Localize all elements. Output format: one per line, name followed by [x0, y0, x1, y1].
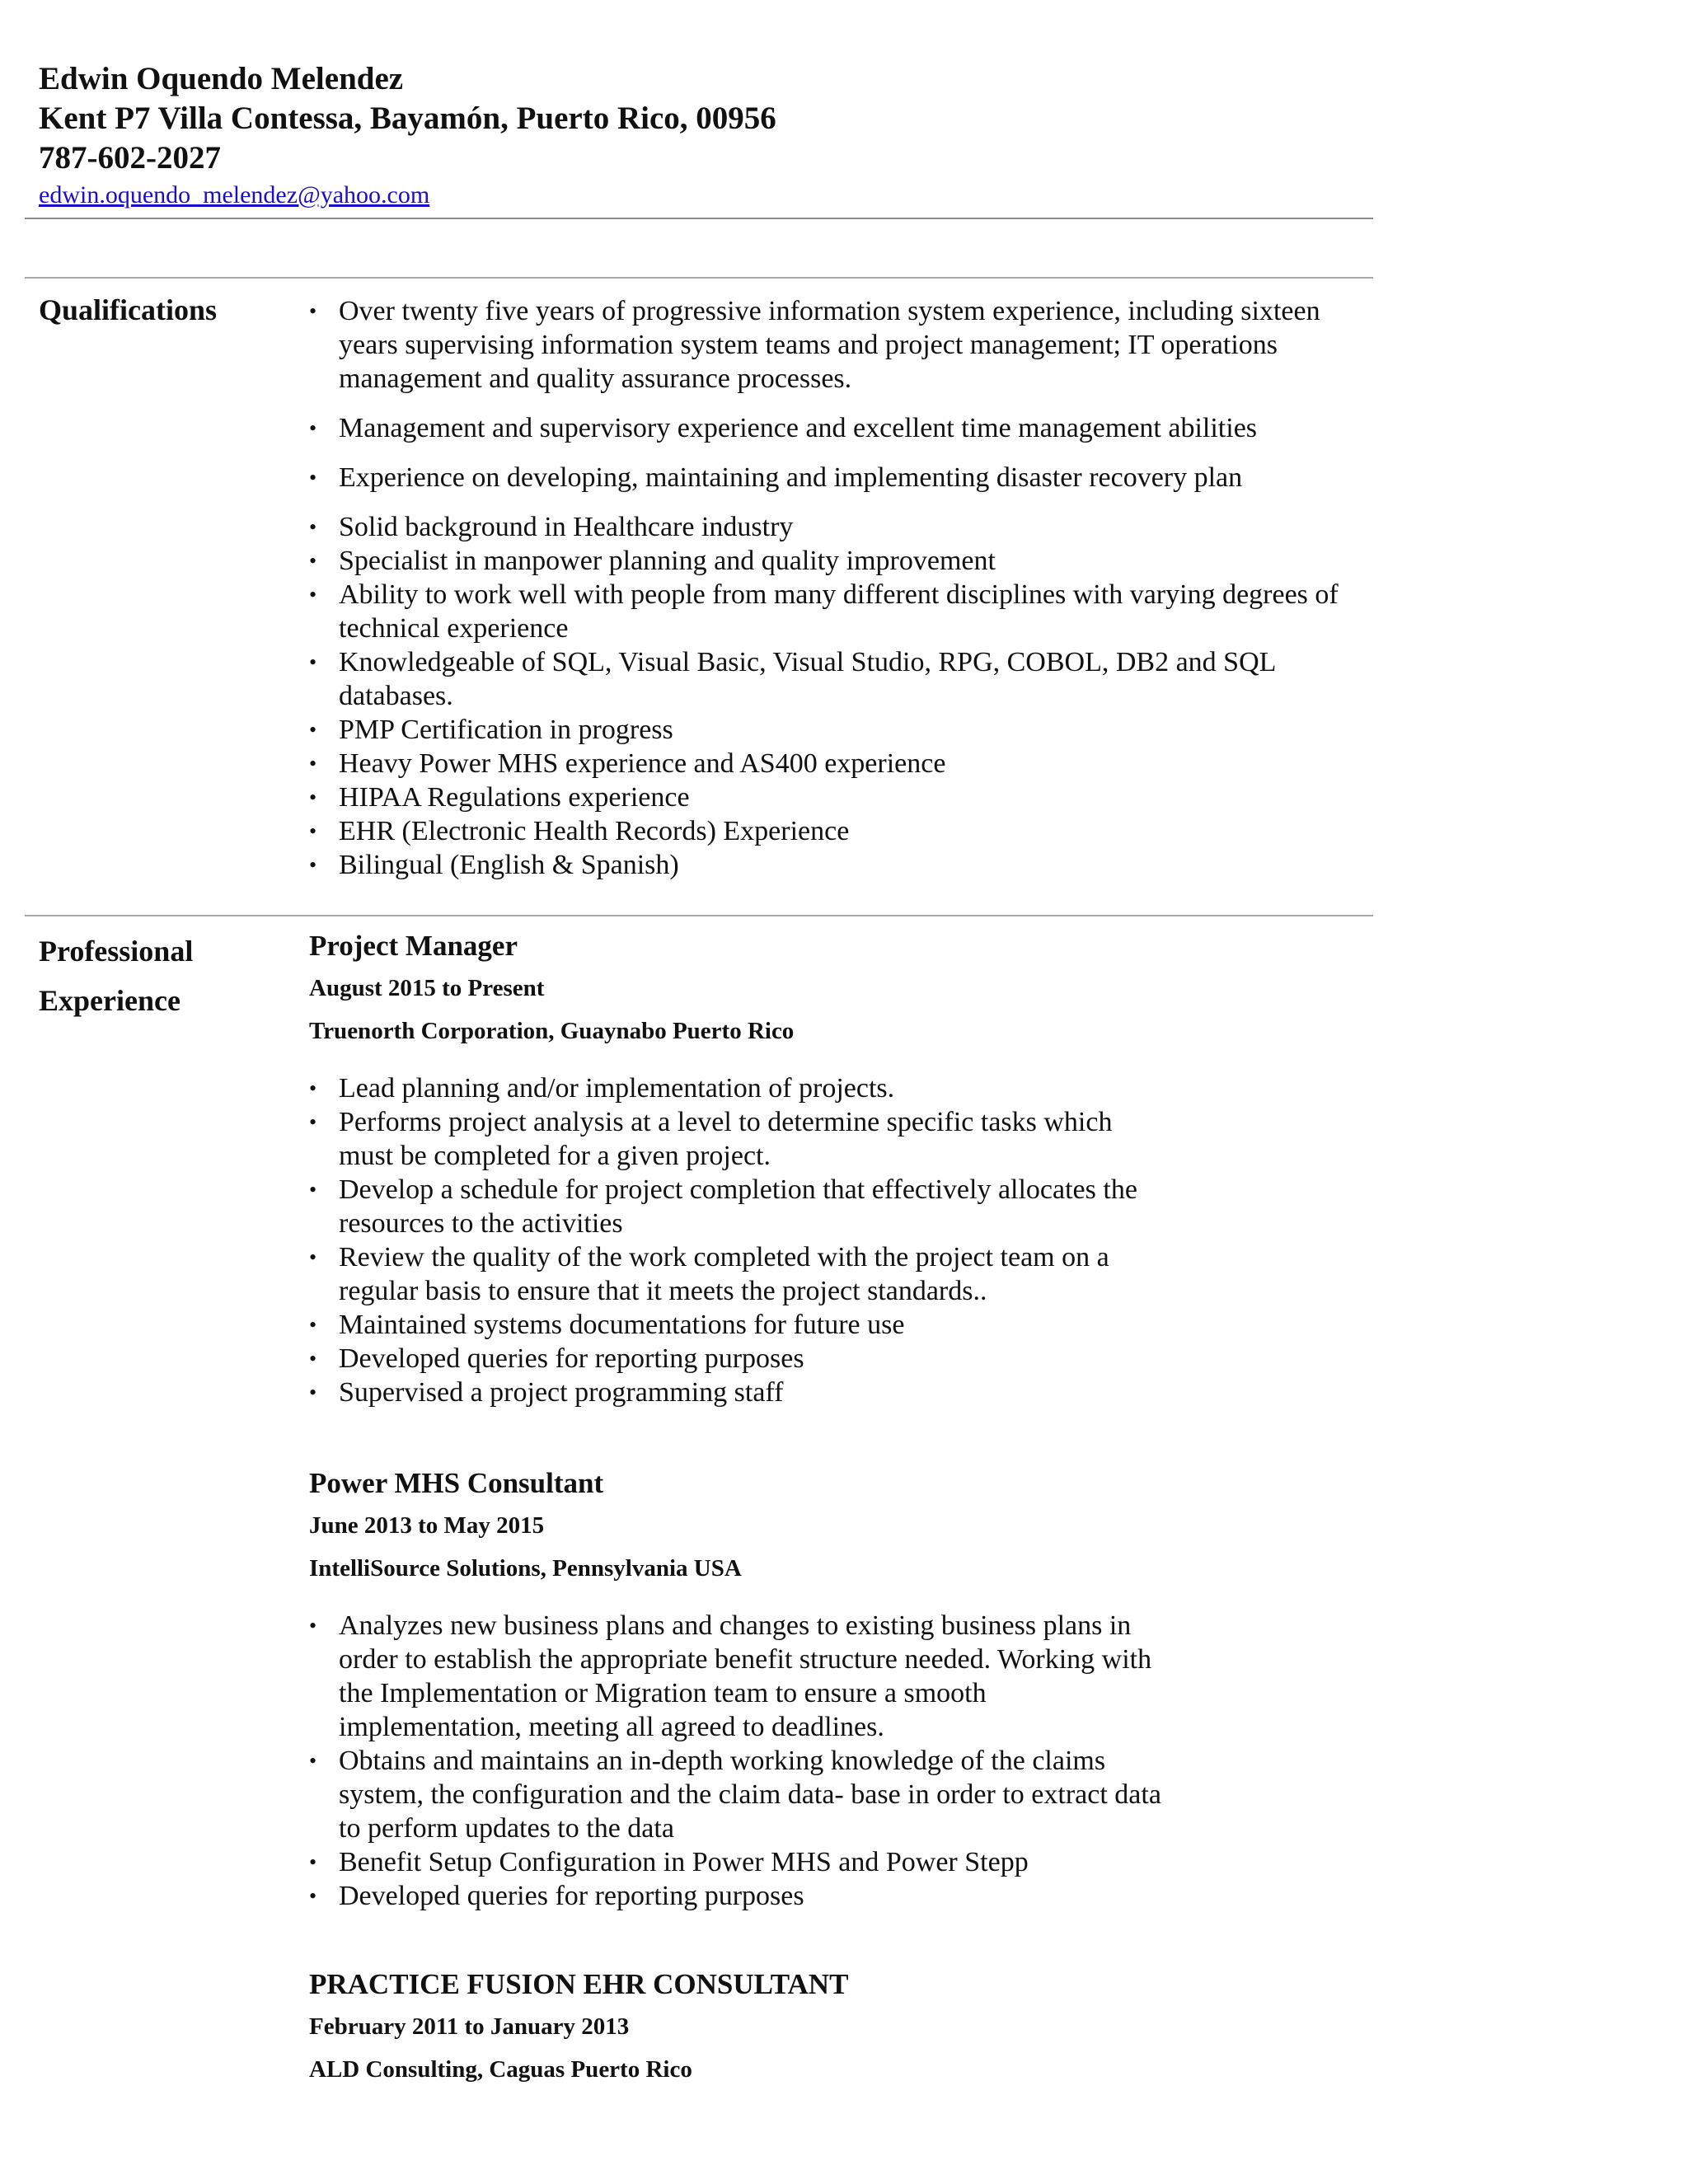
qualifications-content [309, 294, 1372, 882]
job-title: Power MHS Consultant [309, 1467, 604, 1499]
job-duty-item: • Performs project analysis at a level to determine specific tasks which must be completed for a given project. [309, 1105, 1166, 1173]
candidate-email-link[interactable]: edwin.oquendo_melendez@yahoo.com [39, 181, 430, 209]
experience-heading-line2: Experience [39, 984, 181, 1017]
job-duties-list [309, 1071, 1166, 1409]
job-duty-item: • Benefit Setup Configuration in Power MHS and Power Stepp [309, 1845, 1166, 1879]
qualifications-list [309, 294, 1372, 882]
job-company: ALD Consulting, Caguas Puerto Rico [309, 2056, 692, 2083]
qualification-item: • Heavy Power MHS experience and AS400 experience [309, 747, 1372, 780]
job-entry [309, 1966, 1166, 2085]
job-company: Truenorth Corporation, Guaynabo Puerto Rico [309, 1018, 795, 1044]
job-entry [309, 928, 1166, 1409]
qualification-item: • PMP Certification in progress [309, 713, 1372, 747]
qualification-item: • Knowledgeable of SQL, Visual Basic, Visual Studio, RPG, COBOL, DB2 and SQL databases. [309, 645, 1372, 713]
job-duty-item: • Develop a schedule for project completion that effectively allocates the resources to the activities [309, 1173, 1166, 1240]
candidate-address: Kent P7 Villa Contessa, Bayamón, Puerto Rico, 00956 [39, 101, 776, 136]
job-duty-item: • Review the quality of the work completed with the project team on a regular basis to ensure that it meets the project standards.. [309, 1240, 1166, 1308]
qualification-item: • Solid background in Healthcare industry [309, 510, 1372, 544]
job-dates: June 2013 to May 2015 [309, 1512, 545, 1539]
job-duties-list [309, 1609, 1166, 1913]
job-duty-item: • Maintained systems documentations for future use [309, 1308, 1166, 1342]
job-dates: August 2015 to Present [309, 975, 545, 1001]
job-dates: February 2011 to January 2013 [309, 2013, 630, 2040]
qualifications-heading: Qualifications [39, 293, 218, 326]
qualification-item: • Over twenty five years of progressive information system experience, including sixteen years supervising information system teams and project management; IT operations management and quality assurance processes. [309, 294, 1372, 396]
qualification-item: • Bilingual (English & Spanish) [309, 848, 1372, 882]
candidate-name: Edwin Oquendo Melendez [39, 61, 404, 96]
contact-header [39, 59, 1374, 211]
job-duty-item: • Developed queries for reporting purposes [309, 1879, 1166, 1913]
qualification-item: • Ability to work well with people from many different disciplines with varying degrees of technical experience [309, 578, 1372, 645]
qualification-item: • EHR (Electronic Health Records) Experience [309, 814, 1372, 848]
job-duty-item: • Supervised a project programming staff [309, 1376, 1166, 1409]
candidate-phone: 787-602-2027 [39, 140, 221, 176]
experience-heading-line1: Professional [39, 935, 194, 968]
job-title: PRACTICE FUSION EHR CONSULTANT [309, 1968, 849, 2000]
experience-top-divider [25, 915, 1373, 916]
job-entry [309, 1465, 1166, 1913]
job-duty-item: • Analyzes new business plans and changes to existing business plans in order to establish the appropriate benefit structure needed. Working with the Implementation or Migration team to ensure a smooth implementation, meeting all agreed to deadlines. [309, 1609, 1166, 1744]
job-duty-item: • Obtains and maintains an in-depth working knowledge of the claims system, the configuration and the claim data- base in order to extract data to perform updates to the data [309, 1744, 1166, 1845]
header-divider [25, 218, 1373, 219]
job-company: IntelliSource Solutions, Pennsylvania USA [309, 1555, 742, 1582]
qualification-item: • Management and supervisory experience and excellent time management abilities [309, 411, 1372, 445]
job-duty-item: • Developed queries for reporting purposes [309, 1342, 1166, 1376]
job-duty-item: • Lead planning and/or implementation of projects. [309, 1071, 1166, 1105]
qualification-item: • HIPAA Regulations experience [309, 780, 1372, 814]
qualification-item: • Specialist in manpower planning and quality improvement [309, 544, 1372, 578]
job-title: Project Manager [309, 930, 518, 962]
qualifications-top-divider [25, 277, 1373, 279]
qualification-item: • Experience on developing, maintaining and implementing disaster recovery plan [309, 461, 1372, 494]
